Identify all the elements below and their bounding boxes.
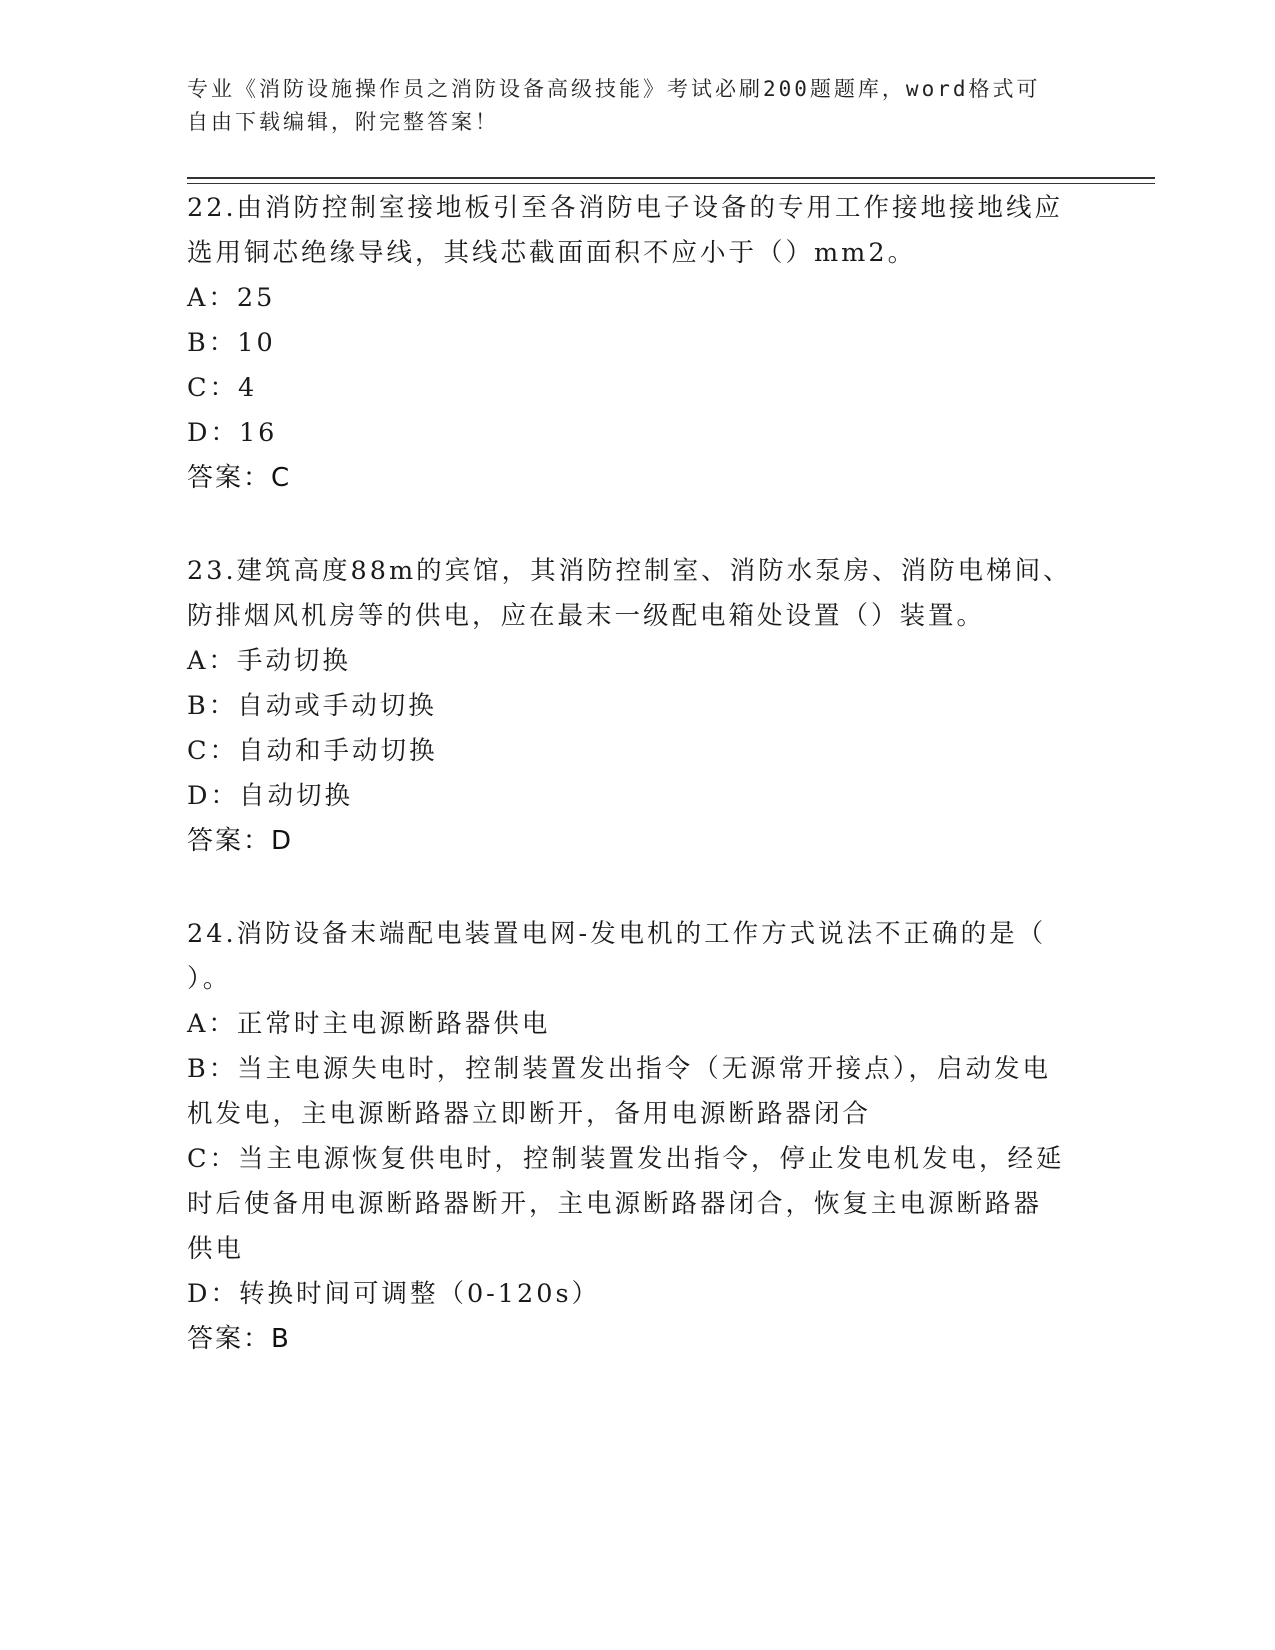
question-stem-line: 23.建筑高度88m的宾馆，其消防控制室、消防水泵房、消防电梯间、 (187, 556, 1072, 586)
option-c-continued: 供电 (187, 1234, 245, 1264)
question-stem-line: 防排烟风机房等的供电，应在最末一级配电箱处设置（）装置。 (187, 601, 986, 631)
option-d: D：自动切换 (187, 781, 353, 811)
option-a: A：正常时主电源断路器供电 (187, 1009, 551, 1039)
option-b: B：当主电源失电时，控制装置发出指令（无源常开接点），启动发电 (187, 1054, 1051, 1084)
document-header (187, 73, 1067, 139)
option-d: D：16 (187, 418, 278, 448)
question-stem-line: 24.消防设备末端配电装置电网-发电机的工作方式说法不正确的是（ (187, 919, 1047, 949)
option-b: B：10 (187, 328, 276, 358)
option-c: C：当主电源恢复供电时，控制装置发出指令，停止发电机发电，经延 (187, 1144, 1065, 1174)
option-a: A：25 (187, 283, 276, 313)
question-24 (187, 912, 1087, 1362)
header-line: 自由下载编辑，附完整答案！ (187, 110, 499, 134)
option-c: C：4 (187, 373, 258, 403)
option-d: D：转换时间可调整（0-120s） (187, 1279, 601, 1309)
question-22 (187, 186, 1087, 501)
header-divider-thin (187, 183, 1155, 184)
answer-line: 答案：D (187, 826, 294, 856)
question-23 (187, 549, 1087, 864)
question-stem-line: 22.由消防控制室接地板引至各消防电子设备的专用工作接地接地线应 (187, 193, 1064, 223)
option-c-continued: 时后使备用电源断路器断开，主电源断路器闭合，恢复主电源断路器 (187, 1189, 1043, 1219)
option-b-continued: 机发电，主电源断路器立即断开，备用电源断路器闭合 (187, 1099, 872, 1129)
question-stem-line: ）。 (187, 964, 232, 994)
option-b: B：自动或手动切换 (187, 691, 437, 721)
question-stem-line: 选用铜芯绝缘导线，其线芯截面面积不应小于（）mm2。 (187, 238, 917, 268)
header-divider (187, 177, 1155, 179)
answer-line: 答案：B (187, 1324, 291, 1354)
answer-line: 答案：C (187, 463, 292, 493)
option-c: C：自动和手动切换 (187, 736, 438, 766)
option-a: A：手动切换 (187, 646, 351, 676)
header-line: 专业《消防设施操作员之消防设备高级技能》考试必刷200题题库，word格式可 (187, 77, 1041, 101)
